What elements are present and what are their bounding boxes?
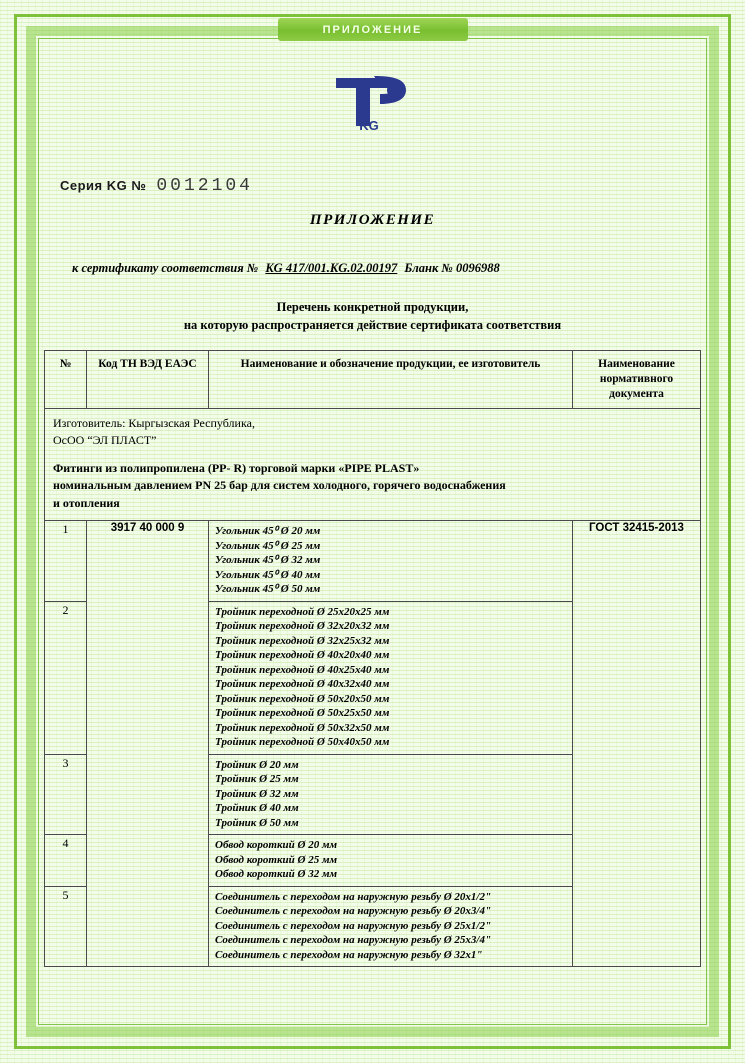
list-item: Тройник переходной Ø 40х25х40 мм bbox=[215, 663, 390, 676]
list-item: Соединитель с переходом на наружную резьбу Ø 25х3/4" bbox=[215, 934, 492, 947]
serial-number: 0012104 bbox=[156, 176, 253, 196]
items-cell bbox=[209, 886, 573, 967]
certificate-reference bbox=[44, 261, 701, 276]
list-item: Соединитель с переходом на наружную резьбу Ø 20х1/2" bbox=[215, 890, 492, 903]
list-item: Обвод короткий Ø 25 мм bbox=[215, 853, 338, 866]
list-item: Соединитель с переходом на наружную резьбу Ø 20х3/4" bbox=[215, 905, 492, 918]
description-line-3: и отопления bbox=[53, 495, 120, 510]
ribbon-label: ПРИЛОЖЕНИЕ bbox=[322, 23, 423, 36]
description-line-2: номинальным давлением PN 25 бар для систем холодного, горячего водоснабжения bbox=[53, 478, 506, 493]
header-document: Наименование нормативного документа bbox=[573, 351, 701, 409]
subtitle bbox=[44, 298, 701, 334]
list-item: Тройник переходной Ø 50х25х50 мм bbox=[215, 707, 390, 720]
page-title: ПРИЛОЖЕНИЕ bbox=[309, 212, 436, 228]
row-no: 1 bbox=[45, 521, 87, 602]
items-cell bbox=[209, 754, 573, 835]
list-item: Тройник Ø 20 мм bbox=[215, 758, 299, 771]
company-logo bbox=[44, 68, 701, 140]
header-no: № bbox=[45, 351, 87, 409]
list-item: Угольник 45⁰ Ø 40 мм bbox=[215, 568, 321, 581]
products-table bbox=[44, 350, 701, 967]
document-content bbox=[44, 44, 701, 1019]
list-item: Угольник 45⁰ Ø 32 мм bbox=[215, 554, 321, 567]
list-item: Тройник переходной Ø 50х40х50 мм bbox=[215, 736, 390, 749]
list-item: Тройник переходной Ø 40х20х40 мм bbox=[215, 649, 390, 662]
list-item: Тройник переходной Ø 25х20х25 мм bbox=[215, 605, 390, 618]
list-item: Тройник Ø 50 мм bbox=[215, 816, 299, 829]
list-item: Угольник 45⁰ Ø 20 мм bbox=[215, 525, 321, 538]
manufacturer-cell bbox=[45, 409, 701, 521]
list-item: Тройник переходной Ø 32х25х32 мм bbox=[215, 634, 390, 647]
table-header-row bbox=[45, 351, 701, 409]
serial-label: Серия KG № bbox=[60, 178, 147, 193]
row-no: 4 bbox=[45, 835, 87, 887]
list-item: Тройник переходной Ø 50х20х50 мм bbox=[215, 692, 390, 705]
table-row bbox=[45, 521, 701, 602]
manufacturer-row bbox=[45, 409, 701, 521]
logo-tp-kg-icon bbox=[330, 68, 416, 134]
list-item: Обвод короткий Ø 20 мм bbox=[215, 839, 338, 852]
row-no: 2 bbox=[45, 601, 87, 754]
list-item: Тройник переходной Ø 50х32х50 мм bbox=[215, 721, 390, 734]
list-item: Соединитель с переходом на наружную резьбу Ø 25х1/2" bbox=[215, 919, 492, 932]
items-cell bbox=[209, 521, 573, 602]
list-item: Тройник переходной Ø 32х20х32 мм bbox=[215, 620, 390, 633]
subtitle-line-2: на которую распространяется действие сертификата соответствия bbox=[183, 318, 562, 333]
ribbon-banner bbox=[278, 18, 468, 41]
row-no: 5 bbox=[45, 886, 87, 967]
serial-row bbox=[44, 176, 701, 196]
items-cell bbox=[209, 601, 573, 754]
list-item: Тройник Ø 40 мм bbox=[215, 802, 299, 815]
header-code: Код ТН ВЭД ЕАЭС bbox=[87, 351, 209, 409]
blank-number: Бланк № 0096988 bbox=[404, 261, 500, 275]
subtitle-line-1: Перечень конкретной продукции, bbox=[276, 300, 469, 314]
manufacturer-line-2: ОсОО “ЭЛ ПЛАСТ” bbox=[53, 433, 157, 448]
svg-text:KG: KG bbox=[358, 118, 379, 133]
list-item: Тройник переходной Ø 40х32х40 мм bbox=[215, 678, 390, 691]
manufacturer-line-1: Изготовитель: Кыргызская Республика, bbox=[53, 416, 255, 431]
list-item: Угольник 45⁰ Ø 25 мм bbox=[215, 539, 321, 552]
row-no: 3 bbox=[45, 754, 87, 835]
certificate-number: KG 417/001.KG.02.00197 bbox=[265, 261, 398, 275]
items-cell bbox=[209, 835, 573, 887]
list-item: Тройник Ø 25 мм bbox=[215, 773, 299, 786]
list-item: Обвод короткий Ø 32 мм bbox=[215, 868, 338, 881]
certificate-reference-prefix: к сертификату соответствия № bbox=[72, 261, 259, 275]
header-name: Наименование и обозначение продукции, ее изготовитель bbox=[209, 351, 573, 409]
description-line-1: Фитинги из полипропилена (PP- R) торговой марки «PIPE PLAST» bbox=[53, 460, 420, 475]
document-cell: ГОСТ 32415-2013 bbox=[573, 521, 701, 967]
code-cell: 3917 40 000 9 bbox=[87, 521, 209, 967]
list-item: Угольник 45⁰ Ø 50 мм bbox=[215, 583, 321, 596]
list-item: Соединитель с переходом на наружную резьбу Ø 32х1" bbox=[215, 948, 483, 961]
list-item: Тройник Ø 32 мм bbox=[215, 787, 299, 800]
